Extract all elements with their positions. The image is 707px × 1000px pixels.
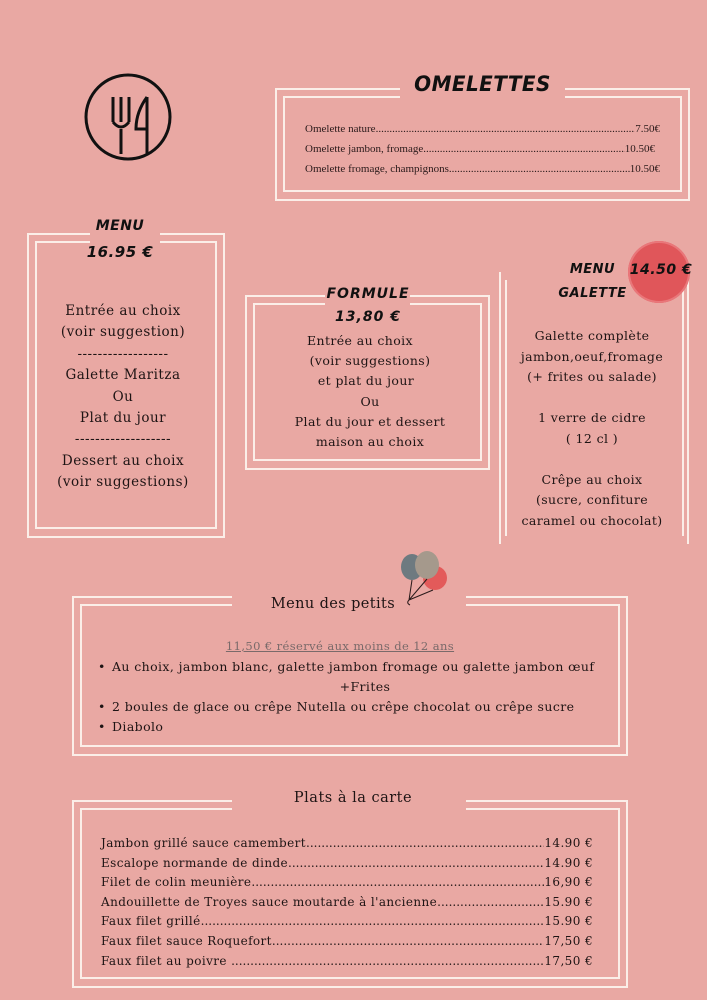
plats-list (101, 834, 593, 971)
list-item: • 2 boules de glace ou crêpe Nutella ou crêpe chocolat ou crêpe sucre (98, 697, 618, 717)
price-badge-text: 14.50 € (629, 262, 693, 278)
menu-item: Jambon grillé sauce camembert ..... 14.90 € (101, 834, 593, 854)
list-item: • Au choix, jambon blanc, galette jambon fromage ou galette jambon œuf +Frites (98, 657, 618, 697)
menu-item: Faux filet au poivre ..... 17,50 € (101, 952, 593, 972)
menu-title: MENU (95, 218, 145, 234)
menu-item: Filet de colin meunière ..... 16,90 € (101, 873, 593, 893)
menu-item: Omelette fromage, champignons ..... 10.50€ (305, 159, 660, 179)
omelettes-title: OMELETTES (414, 72, 551, 96)
menu-item: Faux filet grillé ..... 15.90 € (101, 912, 593, 932)
plats-title: Plats à la carte (293, 790, 413, 806)
menu-galette-title: MENU GALETTE (558, 262, 627, 301)
restaurant-logo (83, 72, 173, 162)
formule-body: Entrée au choix (voir suggestions) et plat du jour Ou Plat du jour et dessert maison au choix (294, 333, 446, 450)
menu-petits-list (98, 657, 618, 737)
omelettes-list (305, 119, 660, 179)
menu-item: Omelette nature ..... 7.50€ (305, 119, 660, 139)
menu-body: Entrée au choix (voir suggestion) ------------------ Galette Maritza Ou Plat du jour ------------------- Dessert au choix (voir suggestions) (57, 303, 189, 491)
menu-price: 16.95 € (86, 243, 154, 261)
formule-price: 13,80 € (335, 309, 401, 325)
menu-item: Omelette jambon, fromage ..... 10.50€ (305, 139, 655, 159)
formule-title: FORMULE (326, 286, 410, 302)
menu-item: Faux filet sauce Roquefort ..... 17,50 € (101, 932, 593, 952)
menu-item: Escalope normande de dinde ..... 14.90 € (101, 854, 593, 874)
list-item: • Diabolo (98, 717, 618, 737)
fork-knife-circle-icon (83, 72, 173, 162)
menu-petits-subtitle: 11,50 € réservé aux moins de 12 ans (225, 639, 455, 653)
menu-item: Andouillette de Troyes sauce moutarde à l'ancienne ..... 15.90 € (101, 893, 593, 913)
menu-galette-body: Galette complète jambon,oeuf,fromage (+ frites ou salade) 1 verre de cidre ( 12 cl ) Crêpe au choix (sucre, confiture caramel ou chocolat) (520, 328, 664, 528)
menu-petits-title: Menu des petits (270, 596, 396, 612)
